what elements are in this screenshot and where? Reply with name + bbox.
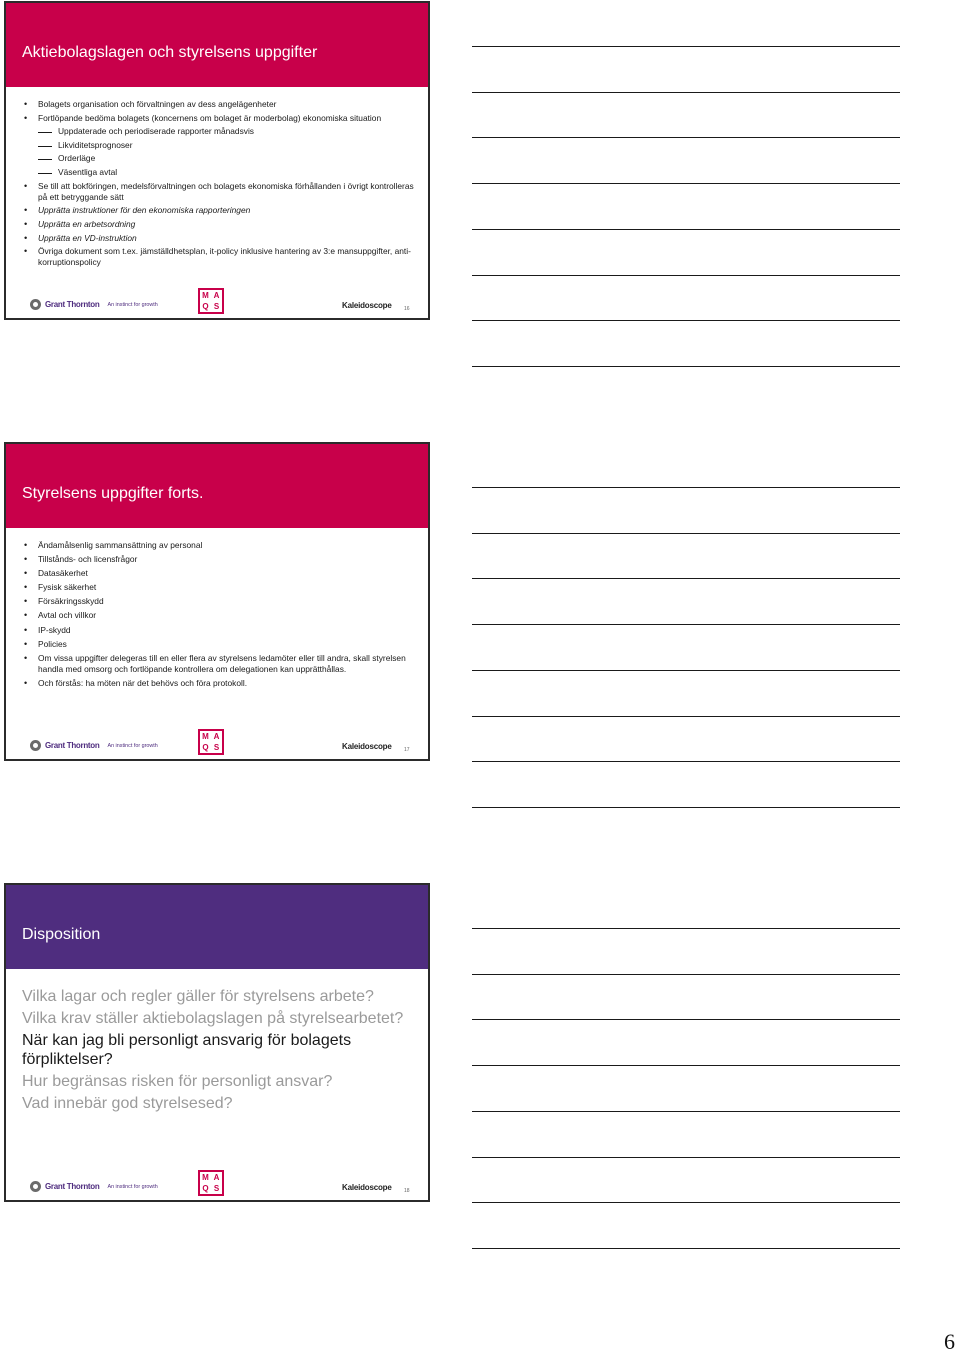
note-line: [472, 928, 900, 929]
bullet-item: • Övriga dokument som t.ex. jämställdhetsplan, it-policy inklusive hantering av 3:e mansuppgifter, anti-korruptionspolicy: [24, 246, 414, 268]
grant-thornton-icon: [30, 740, 41, 751]
bullet-item: • Upprätta en arbetsordning: [24, 219, 414, 230]
bullet-item: • Se till att bokföringen, medelsförvaltningen och bolagets ekonomiska förhållanden i övrigt kontrolleras på ett betryggande sätt: [24, 181, 414, 203]
bullet-item: • Fysisk säkerhet: [24, 582, 414, 593]
bullet-item: • Avtal och villkor: [24, 610, 414, 621]
note-line: [472, 229, 900, 230]
bullet-item: Väsentliga avtal: [24, 167, 414, 178]
grant-thornton-logo: [30, 740, 158, 751]
note-line: [472, 1111, 900, 1112]
bullet-item: • Datasäkerhet: [24, 568, 414, 579]
kaleidoscope-logo: Kaleidoscope: [342, 301, 392, 310]
bullet-item: • Bolagets organisation och förvaltningen av dess angelägenheter: [24, 99, 414, 110]
bullet-item: • Och förstås: ha möten när det behövs och föra protokoll.: [24, 678, 414, 689]
brand-tagline: An instinct for growth: [107, 301, 158, 308]
maqs-logo: M A Q S: [198, 288, 224, 314]
brand-tagline: An instinct for growth: [107, 1183, 158, 1190]
bullet-item: • IP-skydd: [24, 625, 414, 636]
slide-footer: [6, 1164, 428, 1200]
note-line: [472, 137, 900, 138]
brand-name: Grant Thornton: [45, 741, 100, 750]
bullet-item: • Upprätta instruktioner för den ekonomiska rapporteringen: [24, 205, 414, 216]
bullet-item: • Upprätta en VD-instruktion: [24, 233, 414, 244]
bullet-item: • Tillstånds- och licensfrågor: [24, 554, 414, 565]
note-line: [472, 578, 900, 579]
note-line: [472, 807, 900, 808]
maqs-logo: M A Q S: [198, 1170, 224, 1196]
disposition-list: [22, 987, 414, 1116]
note-line: [472, 1248, 900, 1249]
slide-footer: [6, 723, 428, 759]
slide-footer: [6, 282, 428, 318]
grant-thornton-logo: [30, 1181, 158, 1192]
slide-title-bar: [6, 885, 428, 969]
grant-thornton-icon: [30, 299, 41, 310]
note-line: [472, 1202, 900, 1203]
bullet-item: • Fortlöpande bedöma bolagets (koncernens om bolaget är moderbolag) ekonomiska situation: [24, 113, 414, 124]
slide-18: [4, 883, 430, 1202]
slide-number: 16: [404, 306, 410, 312]
note-line: [472, 320, 900, 321]
note-line: [472, 716, 900, 717]
note-line: [472, 761, 900, 762]
slide-title: Disposition: [22, 926, 101, 943]
bullet-item: • Om vissa uppgifter delegeras till en eller flera av styrelsens ledamöter eller till andra, skall styrelsen handla med omsorg och fortlöpande kontrollera om delegationen kan upprätthållas.: [24, 653, 414, 675]
note-line: [472, 974, 900, 975]
note-line: [472, 366, 900, 367]
slide-title-bar: [6, 444, 428, 528]
brand-name: Grant Thornton: [45, 1182, 100, 1191]
note-line: [472, 1019, 900, 1020]
slide-title: Aktiebolagslagen och styrelsens uppgifter: [22, 44, 318, 61]
slide-body: [6, 540, 428, 692]
maqs-logo: M A Q S: [198, 729, 224, 755]
note-line: [472, 533, 900, 534]
kaleidoscope-logo: Kaleidoscope: [342, 1183, 392, 1192]
slide-title: Styrelsens uppgifter forts.: [22, 485, 204, 502]
slide-body: [6, 99, 428, 271]
slide-16: [4, 1, 430, 320]
slide-17: [4, 442, 430, 761]
page-number: 6: [944, 1329, 955, 1354]
note-line: [472, 487, 900, 488]
disposition-item: Vad innebär god styrelsesed?: [22, 1095, 233, 1112]
note-line: [472, 183, 900, 184]
disposition-item: När kan jag bli personligt ansvarig för bolagets förpliktelser?: [22, 1032, 352, 1068]
bullet-item: Orderläge: [24, 153, 414, 164]
kaleidoscope-logo: Kaleidoscope: [342, 742, 392, 751]
note-line: [472, 1065, 900, 1066]
disposition-item: Vilka lagar och regler gäller för styrelsens arbete?: [22, 988, 374, 1005]
note-line: [472, 92, 900, 93]
bullet-item: Likviditetsprognoser: [24, 140, 414, 151]
note-line: [472, 670, 900, 671]
brand-name: Grant Thornton: [45, 300, 100, 309]
bullet-list: [24, 99, 414, 269]
bullet-item: • Försäkringsskydd: [24, 596, 414, 607]
note-line: [472, 46, 900, 47]
note-line: [472, 1157, 900, 1158]
disposition-item: Vilka krav ställer aktiebolagslagen på styrelsearbetet?: [22, 1010, 404, 1027]
slide-title-bar: [6, 3, 428, 87]
slide-number: 17: [404, 747, 410, 753]
brand-tagline: An instinct for growth: [107, 742, 158, 749]
bullet-item: • Ändamålsenlig sammansättning av personal: [24, 540, 414, 551]
slide-number: 18: [404, 1188, 410, 1194]
bullet-item: • Policies: [24, 639, 414, 650]
bullet-item: Uppdaterade och periodiserade rapporter månadsvis: [24, 126, 414, 137]
disposition-item: Hur begränsas risken för personligt ansvar?: [22, 1073, 333, 1090]
bullet-list: [24, 540, 414, 689]
note-line: [472, 624, 900, 625]
note-line: [472, 275, 900, 276]
grant-thornton-icon: [30, 1181, 41, 1192]
grant-thornton-logo: [30, 299, 158, 310]
